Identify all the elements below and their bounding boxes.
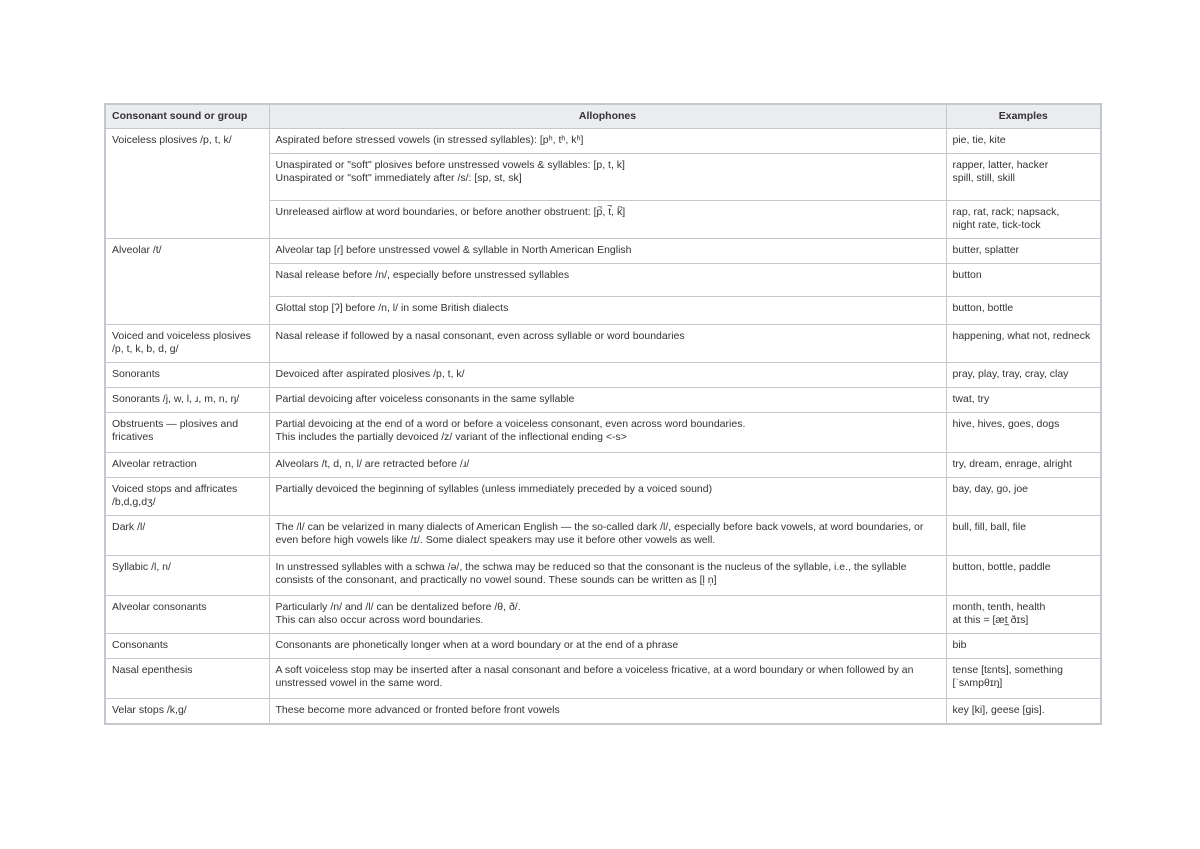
header-allophones: Allophones: [269, 104, 946, 129]
examples-cell: butter, splatter: [946, 239, 1101, 264]
table-row: [105, 699, 1101, 725]
allophone-cell: Nasal release if followed by a nasal consonant, even across syllable or word boundaries: [269, 325, 946, 363]
examples-cell: button: [946, 264, 1101, 297]
header-consonant: Consonant sound or group: [105, 104, 269, 129]
examples-cell: button, bottle: [946, 297, 1101, 325]
examples-cell: rapper, latter, hacker spill, still, skill: [946, 154, 1101, 201]
allophone-cell: Alveolars /t, d, n, l/ are retracted before /ɹ/: [269, 453, 946, 478]
table-body: [105, 129, 1101, 725]
allophone-cell: These become more advanced or fronted before front vowels: [269, 699, 946, 725]
table-row: [105, 556, 1101, 596]
allophone-cell: Devoiced after aspirated plosives /p, t, k/: [269, 363, 946, 388]
table-row: [105, 478, 1101, 516]
table-row: [105, 453, 1101, 478]
allophone-table: [104, 103, 1102, 725]
consonant-group-cell: Consonants: [105, 634, 269, 659]
examples-cell: pray, play, tray, cray, clay: [946, 363, 1101, 388]
examples-cell: bay, day, go, joe: [946, 478, 1101, 516]
consonant-group-cell: Syllabic /l, n/: [105, 556, 269, 596]
consonant-group-cell: Dark /l/: [105, 516, 269, 556]
consonant-group-cell: Voiceless plosives /p, t, k/: [105, 129, 269, 239]
examples-cell: button, bottle, paddle: [946, 556, 1101, 596]
consonant-group-cell: Voiced stops and affricates /b,d,g,dʒ/: [105, 478, 269, 516]
examples-cell: happening, what not, redneck: [946, 325, 1101, 363]
allophone-cell: Partial devoicing after voiceless consonants in the same syllable: [269, 388, 946, 413]
examples-cell: try, dream, enrage, alright: [946, 453, 1101, 478]
consonant-group-cell: Nasal epenthesis: [105, 659, 269, 699]
table-row: [105, 516, 1101, 556]
allophone-cell: In unstressed syllables with a schwa /ə/, the schwa may be reduced so that the consonant is the nucleus of the syllable, i.e., the syllable consists of the consonant, and practically no vowel sound. These sounds can be written as [l̩ n̩]: [269, 556, 946, 596]
consonant-group-cell: Alveolar /t/: [105, 239, 269, 325]
examples-cell: tense [tɛnts], something [ˈsʌmpθɪŋ]: [946, 659, 1101, 699]
allophone-cell: The /l/ can be velarized in many dialects of American English — the so-called dark /l/, especially before back vowels, at word boundaries, or even before high vowels like /ɪ/. Some dialect speakers may use it before other vowels as well.: [269, 516, 946, 556]
table-row: [105, 129, 1101, 154]
consonant-group-cell: Alveolar retraction: [105, 453, 269, 478]
table-row: [105, 363, 1101, 388]
examples-cell: key [ki], geese [gis].: [946, 699, 1101, 725]
examples-cell: twat, try: [946, 388, 1101, 413]
allophone-cell: Partially devoiced the beginning of syllables (unless immediately preceded by a voiced sound): [269, 478, 946, 516]
examples-cell: hive, hives, goes, dogs: [946, 413, 1101, 453]
allophone-cell: Partial devoicing at the end of a word or before a voiceless consonant, even across word boundaries. This includes the partially devoiced /z/ variant of the inflectional ending <-s>: [269, 413, 946, 453]
table-row: [105, 325, 1101, 363]
allophone-cell: Nasal release before /n/, especially before unstressed syllables: [269, 264, 946, 297]
header-examples: Examples: [946, 104, 1101, 129]
examples-cell: month, tenth, health at this = [æt̪ ðɪs]: [946, 596, 1101, 634]
header-row: [105, 104, 1101, 129]
consonant-group-cell: Sonorants: [105, 363, 269, 388]
allophone-cell: Alveolar tap [ɾ] before unstressed vowel & syllable in North American English: [269, 239, 946, 264]
allophone-cell: Consonants are phonetically longer when at a word boundary or at the end of a phrase: [269, 634, 946, 659]
consonant-group-cell: Voiced and voiceless plosives /p, t, k, b, d, g/: [105, 325, 269, 363]
consonant-group-cell: Sonorants /j, w, l, ɹ, m, n, ŋ/: [105, 388, 269, 413]
allophone-cell: Unreleased airflow at word boundaries, or before another obstruent: [p̚, t̚, k̚]: [269, 201, 946, 239]
examples-cell: pie, tie, kite: [946, 129, 1101, 154]
consonant-group-cell: Alveolar consonants: [105, 596, 269, 634]
consonant-group-cell: Obstruents — plosives and fricatives: [105, 413, 269, 453]
table-row: [105, 634, 1101, 659]
allophone-cell: Particularly /n/ and /l/ can be dentalized before /θ, ð/. This can also occur across word boundaries.: [269, 596, 946, 634]
allophone-cell: Glottal stop [ʔ] before /n, l/ in some British dialects: [269, 297, 946, 325]
table-row: [105, 239, 1101, 264]
table-row: [105, 413, 1101, 453]
table-row: [105, 596, 1101, 634]
allophone-cell: Unaspirated or "soft" plosives before unstressed vowels & syllables: [p, t, k] Unaspirated or "soft" immediately after /s/: [sp, st, sk]: [269, 154, 946, 201]
examples-cell: bib: [946, 634, 1101, 659]
examples-cell: rap, rat, rack; napsack, night rate, tick-tock: [946, 201, 1101, 239]
table-row: [105, 659, 1101, 699]
allophone-cell: Aspirated before stressed vowels (in stressed syllables): [pʰ, tʰ, kʰ]: [269, 129, 946, 154]
table-header: [105, 104, 1101, 129]
allophone-cell: A soft voiceless stop may be inserted after a nasal consonant and before a voiceless fricative, at a word boundary or when followed by an unstressed vowel in the same word.: [269, 659, 946, 699]
table-row: [105, 388, 1101, 413]
consonant-group-cell: Velar stops /k,g/: [105, 699, 269, 725]
examples-cell: bull, fill, ball, file: [946, 516, 1101, 556]
